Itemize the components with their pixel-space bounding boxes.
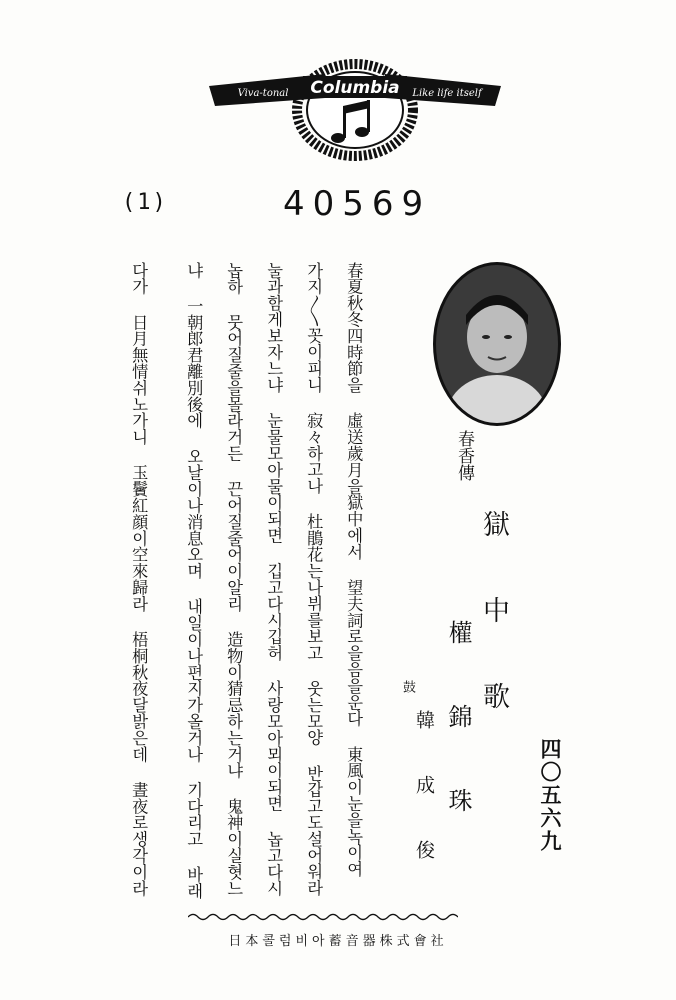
drummer-name: 韓 成 俊 [413,710,435,871]
series-title: 春香傳 [454,430,474,481]
lyric-line: 냐 一朝郎君離別後에 오날이나消息오며 내일이나편지가올거나 기다리고 바래 [184,262,204,900]
wavy-divider [188,910,458,924]
lyric-line: 가지〳〵꼿이피니 寂々하고나 杜鵑花는나뷔를보고 웃는모양 반갑고도설어워라 [304,262,324,897]
lyric-line: 눌과함게보자느냐 눈물모아물이되면 깁고다시깁허 사랑모아뫼이되면 놉고다시 [264,262,284,897]
publisher-footer: 日本콜럼비아蓄音器株式會社 [228,934,448,949]
right-slogan: Like life itself [412,88,482,99]
singer-name: 權 錦 珠 [444,620,472,828]
left-slogan: Viva-tonal [237,88,289,99]
drum-label: 鼓 [400,680,415,693]
brand-text: Columbia [310,78,400,98]
lyric-line: 놉하 뭇어질줄을몰라거든 끈어질줄어이알리 造物이猜忌하는거냐 鬼神이실혓느 [224,262,244,897]
side-number: (1) [122,190,168,215]
matrix-number: 四〇五六九 [538,738,563,853]
columbia-logo [205,48,505,163]
lyric-line: 다가 日月無情쉬노가니 玉鬢紅顔이空來歸라 梧桐秋夜달밝은데 晝夜로생각이라 [129,262,149,897]
lyric-line: 春夏秋冬四時節을 虛送歲月을獄中에서 望夫詞로을음을운다 東風이눈을녹이여 [344,262,364,878]
song-title: 獄 中 歌 [478,510,509,723]
singer-portrait [433,262,561,426]
catalog-number: 40569 [283,184,432,224]
